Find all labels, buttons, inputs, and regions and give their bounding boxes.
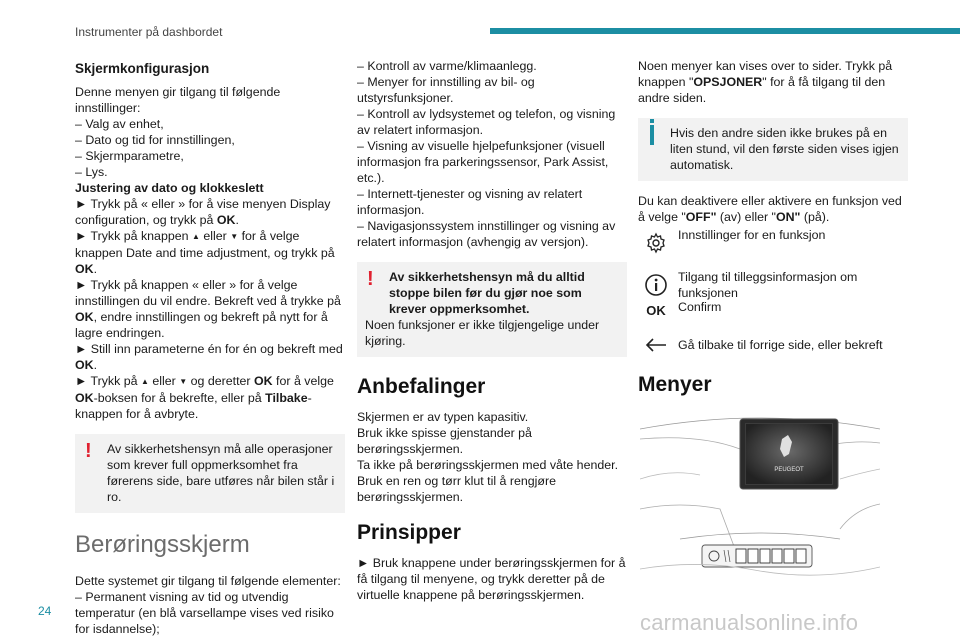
icon-row-settings: [638, 227, 908, 259]
icon-label: Innstillinger for en funksjon: [678, 228, 826, 242]
section-heading-recommendations: Anbefalinger: [357, 375, 486, 398]
list-item: – Internett-tjenester og visning av relatert informasjon.: [357, 187, 583, 217]
back-arrow-icon: [638, 329, 674, 361]
on-off-paragraph: Du kan deaktivere eller aktivere en funksjon ved å velge "OFF" (av) eller "ON" (på).: [638, 194, 902, 224]
column-2: [357, 58, 627, 603]
double-left-icon: «: [140, 197, 148, 211]
section-heading-principles: Prinsipper: [357, 521, 461, 544]
info-box: [638, 118, 908, 181]
list-item: – Menyer for innstilling av bil- og utstyrsfunksjoner.: [357, 75, 535, 105]
warning-text: Av sikkerhetshensyn må alle operasjoner som krever full oppmerksomhet fra førerens side, bare utføres når bilen står i ro.: [107, 442, 335, 504]
list-item: – Valg av enhet,: [75, 117, 164, 131]
recommend-line: Bruk ikke spisse gjenstander på berøringsskjermen.: [357, 426, 532, 456]
list-item: – Navigasjonssystem innstillinger og visning av relatert informasjon (avhengig av versjon).: [357, 219, 616, 249]
icon-row-info: [638, 269, 908, 301]
list-item: – Visning av visuelle hjelpefunksjoner (visuell informasjon fra parkeringssensor, Park Assist, etc.).: [357, 139, 609, 185]
options-paragraph: Noen menyer kan vises over to sider. Trykk på knappen "OPSJONER" for å få tilgang til den andre siden.: [638, 59, 893, 105]
step-1: ► Trykk på « eller » for å vise menyen Display configuration, og trykk på OK.: [75, 197, 331, 227]
ok-icon: OK: [646, 303, 666, 318]
double-right-icon: »: [178, 197, 186, 211]
step-2: ► Trykk på knappen ▲ eller ▼ for å velge knappen Date and time adjustment, og trykk på OK.: [75, 229, 335, 276]
down-triangle-icon: ▼: [230, 232, 239, 241]
list-item: – Kontroll av varme/klimaanlegg.: [357, 59, 537, 73]
touchscreen-intro: Dette systemet gir tilgang til følgende elementer:: [75, 574, 341, 588]
step-3: ► Trykk på knappen « eller » for å velge innstillingen du vil endre. Bekreft ved å trykke på OK, endre innstillingen og bekreft på nytt for å lagre endringen.: [75, 278, 341, 340]
step-4: ► Still inn parameterne én for én og bekreft med OK.: [75, 342, 343, 372]
dashboard-illustration: [640, 409, 880, 589]
warning-bold-text: Av sikkerhetshensyn må du alltid stoppe bilen før du gjør noe som krever oppmerksomhet.: [389, 270, 585, 316]
info-icon: [638, 269, 674, 301]
section-heading-menus: Menyer: [638, 373, 712, 396]
icon-label: Tilgang til tilleggsinformasjon om funksjonen: [678, 270, 858, 300]
info-icon: [650, 125, 654, 145]
double-left-icon: «: [191, 278, 199, 292]
info-text: Hvis den andre siden ikke brukes på en liten stund, vil den første siden vises igjen automatisk.: [670, 126, 899, 172]
header-accent-bar: [490, 28, 960, 34]
subheading-date-time: Justering av dato og klokkeslett: [75, 181, 264, 195]
screen-brand-text: PEUGEOT: [774, 467, 804, 473]
double-right-icon: »: [229, 278, 237, 292]
list-item: – Dato og tid for innstillingen,: [75, 133, 235, 147]
page-number: 24: [38, 604, 52, 618]
principles-text: ► Bruk knappene under berøringsskjermen for å få tilgang til menyene, og trykk deretter på de virtuelle knappene på berøringsskjermen.: [357, 556, 626, 602]
warning-box: [75, 434, 345, 513]
up-triangle-icon: ▲: [191, 232, 200, 241]
watermark: carmanualsonline.info: [640, 610, 859, 635]
recommend-line: Ta ikke på berøringsskjermen med våte hender.: [357, 458, 619, 472]
warning-icon: !: [367, 268, 374, 290]
column-3: [638, 58, 908, 589]
icon-label: Gå tilbake til forrige side, eller bekreft: [678, 338, 883, 352]
list-item: – Kontroll av lydsystemet og telefon, og visning av relatert informasjon.: [357, 107, 616, 137]
warning-text: Noen funksjoner er ikke tilgjengelige under kjøring.: [365, 318, 600, 348]
recommend-line: Bruk en ren og tørr klut til å rengjøre berøringsskjermen.: [357, 474, 557, 504]
icon-row-back: [638, 329, 908, 361]
up-triangle-icon: ▲: [140, 377, 149, 386]
icon-label: Confirm: [678, 300, 722, 314]
recommend-line: Skjermen er av typen kapasitiv.: [357, 410, 529, 424]
warning-box: [357, 262, 627, 357]
column-1: [75, 58, 345, 637]
intro-text: Denne menyen gir tilgang til følgende innstillinger:: [75, 85, 281, 115]
section-heading-touchscreen: Berøringsskjerm: [75, 531, 250, 558]
page-header-title: Instrumenter på dashbordet: [75, 25, 223, 39]
step-5: ► Trykk på ▲ eller ▼ og deretter OK for å velge OK-boksen for å bekrefte, eller på Tilbake-knappen for å avbryte.: [75, 374, 334, 421]
down-triangle-icon: ▼: [179, 377, 188, 386]
list-item: – Skjermparametre,: [75, 149, 184, 163]
list-item: – Lys.: [75, 165, 108, 179]
list-item: – Permanent visning av tid og utvendig temperatur (en blå varsellampe vises ved risiko for isdannelse);: [75, 590, 334, 636]
icon-row-confirm: [638, 299, 908, 319]
warning-icon: !: [85, 440, 92, 462]
gear-icon: [638, 227, 674, 259]
section-heading-screen-config: Skjermkonfigurasjon: [75, 61, 210, 76]
